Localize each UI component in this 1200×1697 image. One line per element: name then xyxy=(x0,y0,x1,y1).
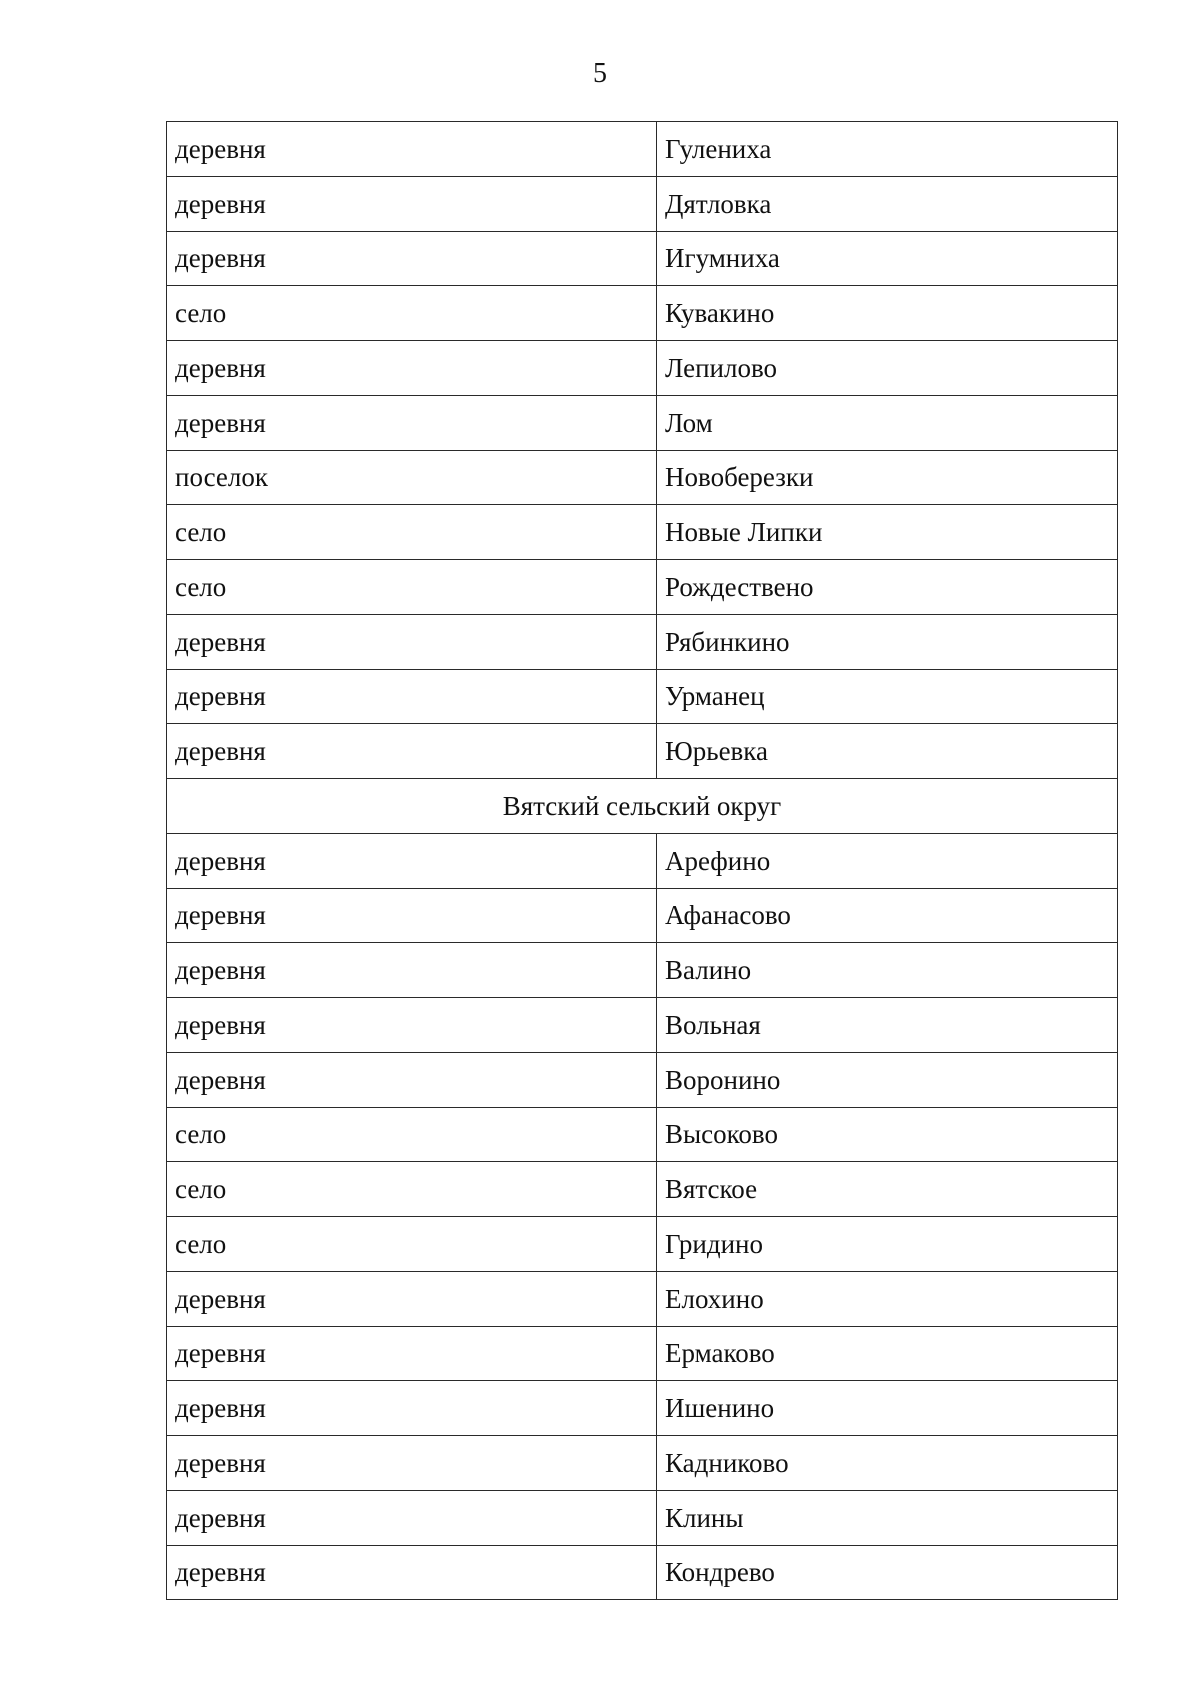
table-row xyxy=(167,1490,1118,1545)
settlement-type-cell: деревня xyxy=(167,669,657,724)
settlement-type-cell: деревня xyxy=(167,176,657,231)
table-row xyxy=(167,1545,1118,1600)
table-row xyxy=(167,1107,1118,1162)
settlement-name-cell: Арефино xyxy=(657,833,1118,888)
settlement-name-cell: Вятское xyxy=(657,1162,1118,1217)
settlement-name-cell: Юрьевка xyxy=(657,724,1118,779)
table-row xyxy=(167,1436,1118,1491)
settlement-type-cell: село xyxy=(167,1162,657,1217)
table-row xyxy=(167,614,1118,669)
settlement-type-cell: деревня xyxy=(167,998,657,1053)
table-row xyxy=(167,450,1118,505)
settlement-type-cell: село xyxy=(167,505,657,560)
settlement-type-cell: деревня xyxy=(167,1545,657,1600)
settlement-name-cell: Лом xyxy=(657,395,1118,450)
settlement-type-cell: деревня xyxy=(167,614,657,669)
table-row xyxy=(167,1217,1118,1272)
settlement-type-cell: село xyxy=(167,1107,657,1162)
settlement-name-cell: Высоково xyxy=(657,1107,1118,1162)
page-number: 5 xyxy=(593,58,607,89)
settlement-type-cell: деревня xyxy=(167,888,657,943)
settlement-type-cell: деревня xyxy=(167,1052,657,1107)
table-row xyxy=(167,505,1118,560)
settlement-name-cell: Кувакино xyxy=(657,286,1118,341)
table-row xyxy=(167,122,1118,177)
settlement-name-cell: Гулениха xyxy=(657,122,1118,177)
settlement-type-cell: деревня xyxy=(167,341,657,396)
settlement-name-cell: Рождествено xyxy=(657,560,1118,615)
settlement-name-cell: Дятловка xyxy=(657,176,1118,231)
section-title: Вятский сельский округ xyxy=(167,779,1118,834)
table-row xyxy=(167,231,1118,286)
section-header-row xyxy=(167,779,1118,834)
settlement-name-cell: Лепилово xyxy=(657,341,1118,396)
settlement-name-cell: Елохино xyxy=(657,1271,1118,1326)
settlement-type-cell: деревня xyxy=(167,122,657,177)
table-row xyxy=(167,1326,1118,1381)
table-row xyxy=(167,943,1118,998)
settlement-name-cell: Воронино xyxy=(657,1052,1118,1107)
settlement-name-cell: Афанасово xyxy=(657,888,1118,943)
settlement-type-cell: деревня xyxy=(167,395,657,450)
settlement-type-cell: деревня xyxy=(167,833,657,888)
table-row xyxy=(167,998,1118,1053)
settlement-name-cell: Ермаково xyxy=(657,1326,1118,1381)
table-row xyxy=(167,560,1118,615)
settlement-type-cell: село xyxy=(167,286,657,341)
table-row xyxy=(167,1381,1118,1436)
settlement-name-cell: Вольная xyxy=(657,998,1118,1053)
settlement-name-cell: Клины xyxy=(657,1490,1118,1545)
table-row xyxy=(167,395,1118,450)
table-row xyxy=(167,286,1118,341)
settlement-name-cell: Игумниха xyxy=(657,231,1118,286)
table-row xyxy=(167,833,1118,888)
settlement-name-cell: Новые Липки xyxy=(657,505,1118,560)
settlements-table-body xyxy=(167,122,1118,1600)
table-row xyxy=(167,669,1118,724)
settlements-table xyxy=(166,121,1118,1600)
settlement-name-cell: Валино xyxy=(657,943,1118,998)
settlement-type-cell: деревня xyxy=(167,1381,657,1436)
settlement-type-cell: деревня xyxy=(167,1271,657,1326)
table-row xyxy=(167,888,1118,943)
table-row xyxy=(167,1052,1118,1107)
table-row xyxy=(167,1162,1118,1217)
table-row xyxy=(167,724,1118,779)
settlement-name-cell: Кадниково xyxy=(657,1436,1118,1491)
settlement-type-cell: деревня xyxy=(167,231,657,286)
settlement-type-cell: село xyxy=(167,560,657,615)
settlement-type-cell: поселок xyxy=(167,450,657,505)
settlement-type-cell: деревня xyxy=(167,1436,657,1491)
settlement-type-cell: деревня xyxy=(167,724,657,779)
settlement-name-cell: Гридино xyxy=(657,1217,1118,1272)
table-row xyxy=(167,176,1118,231)
settlement-type-cell: деревня xyxy=(167,1490,657,1545)
settlement-type-cell: деревня xyxy=(167,943,657,998)
table-row xyxy=(167,1271,1118,1326)
settlement-name-cell: Новоберезки xyxy=(657,450,1118,505)
settlement-name-cell: Рябинкино xyxy=(657,614,1118,669)
settlement-name-cell: Кондрево xyxy=(657,1545,1118,1600)
settlement-name-cell: Ишенино xyxy=(657,1381,1118,1436)
settlement-type-cell: село xyxy=(167,1217,657,1272)
table-row xyxy=(167,341,1118,396)
settlement-type-cell: деревня xyxy=(167,1326,657,1381)
settlement-name-cell: Урманец xyxy=(657,669,1118,724)
